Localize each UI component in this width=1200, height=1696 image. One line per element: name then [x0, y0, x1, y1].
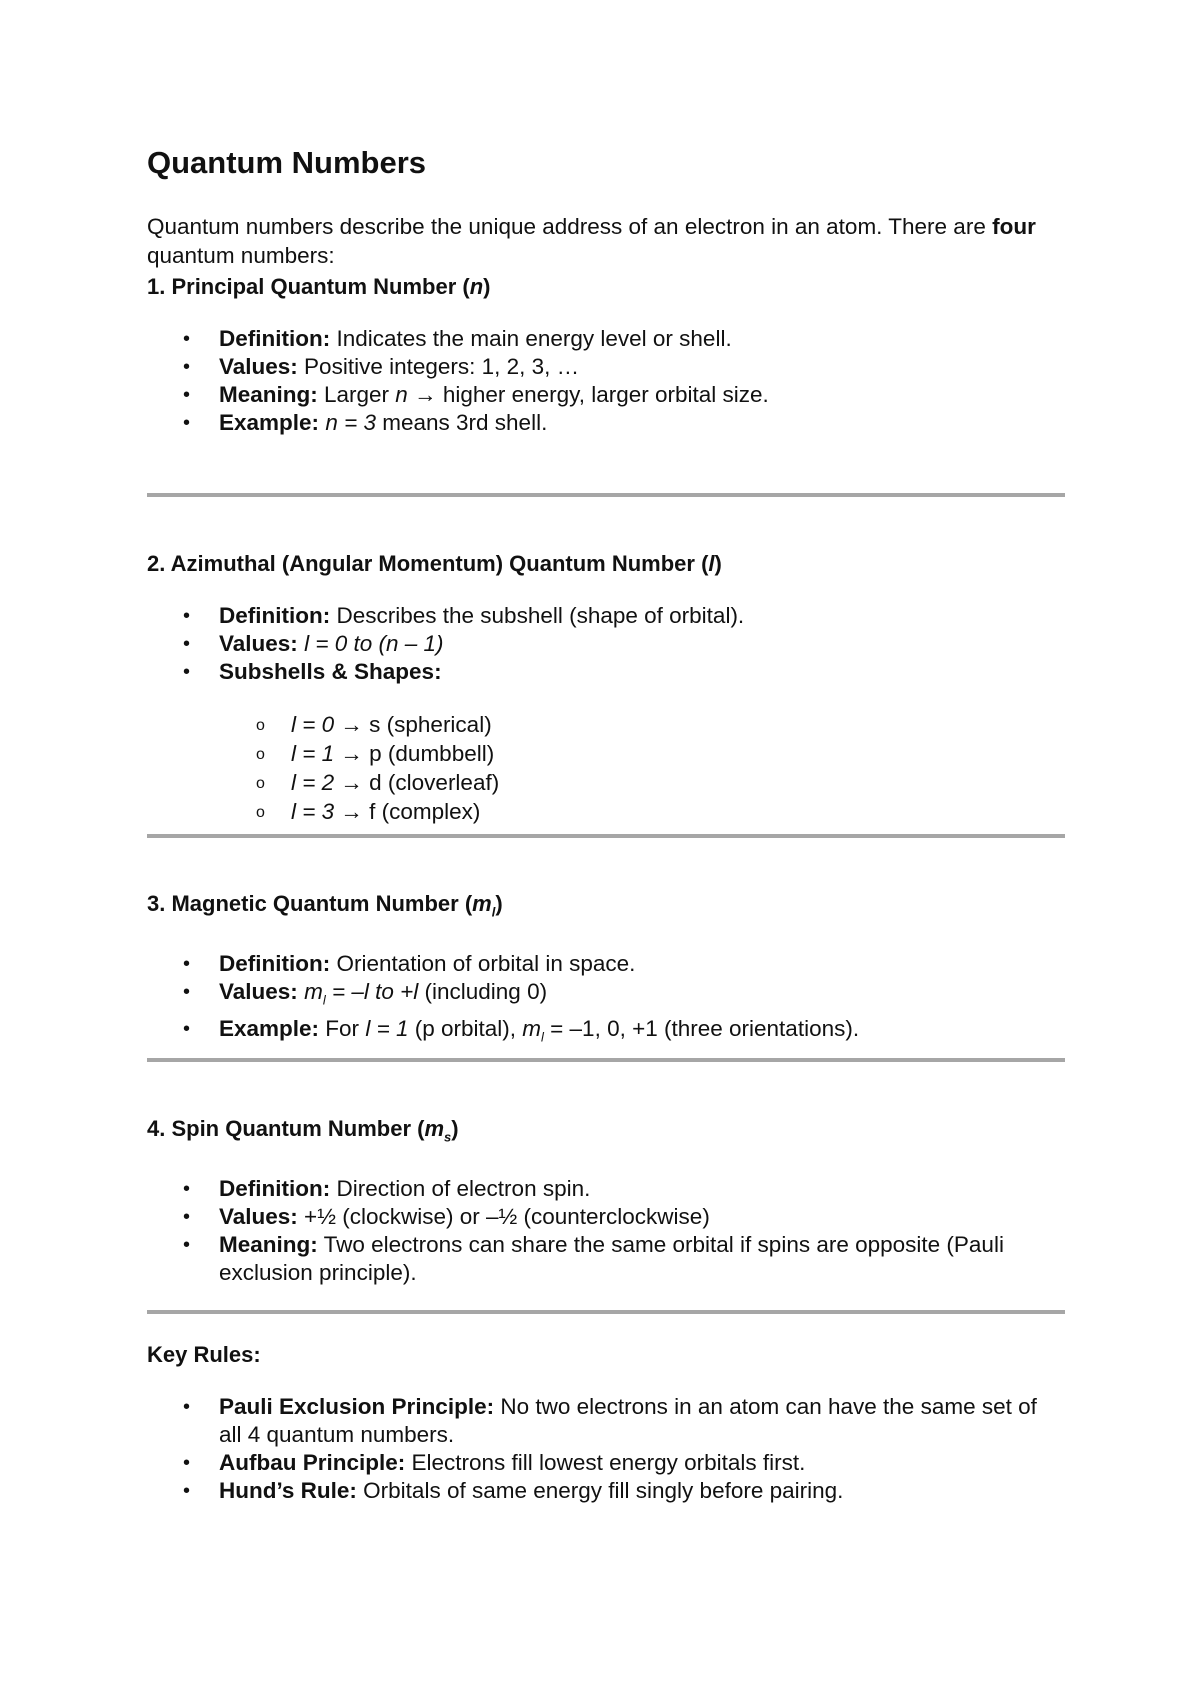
heading-suffix: ) [483, 274, 491, 299]
bullet-icon: • [183, 1017, 191, 1040]
bullet-icon: • [183, 356, 191, 378]
item-label: Values: [219, 979, 298, 1005]
item-symbol: l = 3 [291, 799, 335, 824]
item-symbol: l = 1 [365, 1015, 409, 1041]
item-label: Definition: [219, 951, 331, 977]
item-symbol: n [395, 382, 408, 407]
list-item [147, 658, 1065, 826]
circle-bullet-icon: o [256, 746, 265, 763]
section-heading [147, 273, 1065, 301]
bullet-list [147, 1175, 1065, 1287]
bullet-icon: • [183, 1234, 191, 1257]
sub-list [219, 710, 1065, 826]
item-text: Positive integers: 1, 2, 3, … [297, 354, 580, 379]
heading-symbol: m [424, 1116, 445, 1141]
section-magnetic [147, 890, 1065, 1051]
item-symbol: l = 2 [291, 770, 335, 795]
item-text: Direction of electron spin. [330, 1176, 591, 1202]
heading-suffix: ) [495, 891, 503, 916]
list-item [147, 1203, 1065, 1231]
item-text: = –1, 0, +1 (three orientations). [543, 1015, 860, 1041]
section-divider [147, 834, 1065, 838]
bullet-icon: • [183, 633, 191, 655]
circle-bullet-icon: o [256, 804, 265, 821]
intro-bold-word: four [992, 214, 1036, 239]
bullet-icon: • [183, 1206, 191, 1229]
heading-text: 2. Azimuthal (Angular Momentum) Quantum Number ( [147, 551, 709, 576]
bullet-list [147, 950, 1065, 1051]
item-label: Example: [219, 410, 320, 435]
item-text: Orientation of orbital in space. [330, 951, 636, 977]
heading-symbol: n [469, 274, 484, 299]
list-item [147, 1175, 1065, 1203]
section-heading: Key Rules: [147, 1342, 261, 1367]
heading-subscript: s [444, 1129, 452, 1145]
item-text: Indicates the main energy level or shell. [330, 326, 732, 351]
item-text: → d (cloverleaf) [334, 770, 500, 795]
item-text: +½ (clockwise) or –½ (counterclockwise) [297, 1204, 710, 1230]
list-item [147, 1015, 1065, 1052]
bullet-list [147, 1393, 1065, 1505]
intro-text-start: Quantum numbers describe the unique address of an electron in an atom. There are [147, 214, 993, 239]
intro-paragraph [147, 212, 1065, 270]
item-text: → p (dumbbell) [334, 741, 495, 766]
item-text: For [319, 1015, 366, 1041]
heading-text: 4. Spin Quantum Number ( [147, 1116, 425, 1141]
bullet-icon: • [183, 1178, 191, 1201]
item-symbol: m [304, 979, 323, 1005]
heading-symbol: l [708, 551, 715, 576]
section-heading [147, 550, 1065, 578]
heading-text: 1. Principal Quantum Number ( [147, 274, 470, 299]
item-label: Aufbau Principle: [219, 1450, 406, 1475]
item-symbol: = –l to +l [325, 979, 419, 1005]
list-item [147, 409, 1065, 437]
item-label: Subshells & Shapes: [219, 659, 442, 684]
item-subscript: l [541, 1029, 544, 1045]
heading-subscript: l [491, 904, 496, 920]
bullet-list [147, 602, 1065, 826]
intro-text-end: quantum numbers: [147, 243, 335, 268]
list-item [147, 1231, 1065, 1287]
heading-symbol: m [472, 891, 492, 916]
item-label: Hund’s Rule: [219, 1478, 357, 1503]
bullet-list [147, 325, 1065, 437]
section-azimuthal [147, 550, 1065, 826]
item-symbol: l = 0 [291, 712, 335, 737]
item-label: Definition: [219, 1176, 331, 1202]
page-title: Quantum Numbers [147, 145, 427, 180]
item-label: Definition: [219, 603, 331, 628]
item-symbol: l = 1 [291, 741, 335, 766]
item-text: → s (spherical) [334, 712, 492, 737]
item-label: Meaning: [219, 382, 318, 407]
item-label: Example: [219, 1015, 320, 1041]
heading-text: 3. Magnetic Quantum Number ( [147, 891, 473, 916]
list-item [147, 381, 1065, 409]
bullet-icon: • [183, 981, 191, 1004]
item-text: (p orbital), [408, 1015, 523, 1041]
sub-list-item [219, 768, 1065, 797]
bullet-icon: • [183, 1480, 191, 1502]
list-item [147, 602, 1065, 630]
list-item [147, 325, 1065, 353]
item-label: Values: [219, 1204, 298, 1230]
bullet-icon: • [183, 412, 191, 434]
item-symbol: l = 0 to (n – 1) [304, 631, 444, 656]
sub-list-item [219, 710, 1065, 739]
item-symbol: m [522, 1015, 542, 1041]
section-spin [147, 1115, 1065, 1287]
section-key-rules [147, 1341, 1065, 1505]
item-label: Meaning: [219, 1232, 318, 1258]
item-text: No two electrons in an atom can have the same set of all 4 quantum numbers. [219, 1394, 1037, 1447]
list-item [147, 1477, 1065, 1505]
item-text: (including 0) [418, 979, 548, 1005]
item-text: Orbitals of same energy fill singly before pairing. [356, 1478, 844, 1503]
section-divider [147, 1310, 1065, 1314]
sub-list-item [219, 797, 1065, 826]
item-label: Pauli Exclusion Principle: [219, 1394, 495, 1419]
bullet-icon: • [183, 328, 191, 350]
list-item [147, 978, 1065, 1015]
item-text: Two electrons can share the same orbital if spins are opposite (Pauli exclusion principle). [219, 1232, 1004, 1286]
section-divider [147, 1058, 1065, 1062]
section-principal [147, 273, 1065, 437]
item-text: → higher energy, larger orbital size. [407, 382, 769, 407]
section-divider [147, 493, 1065, 497]
item-text: Describes the subshell (shape of orbital). [330, 603, 745, 628]
item-symbol: n = 3 [325, 410, 376, 435]
list-item [147, 950, 1065, 978]
list-item [147, 630, 1065, 658]
bullet-icon: • [183, 1452, 191, 1474]
item-text: means 3rd shell. [375, 410, 548, 435]
list-item [147, 1449, 1065, 1477]
item-label: Values: [219, 631, 298, 656]
sub-list-item [219, 739, 1065, 768]
bullet-icon: • [183, 953, 191, 976]
item-label: Definition: [219, 326, 331, 351]
circle-bullet-icon: o [256, 775, 265, 792]
item-text: → f (complex) [334, 799, 481, 824]
list-item [147, 353, 1065, 381]
section-heading [147, 1115, 1065, 1151]
item-label: Values: [219, 354, 298, 379]
circle-bullet-icon: o [256, 717, 265, 734]
heading-suffix: ) [714, 551, 722, 576]
item-text: Electrons fill lowest energy orbitals first. [405, 1450, 806, 1475]
list-item [147, 1393, 1065, 1449]
item-subscript: l [322, 992, 326, 1008]
bullet-icon: • [183, 605, 191, 627]
bullet-icon: • [183, 384, 191, 406]
section-heading [147, 890, 1065, 926]
item-text: Larger [317, 382, 396, 407]
bullet-icon: • [183, 661, 191, 683]
heading-suffix: ) [451, 1116, 459, 1141]
bullet-icon: • [183, 1396, 191, 1418]
